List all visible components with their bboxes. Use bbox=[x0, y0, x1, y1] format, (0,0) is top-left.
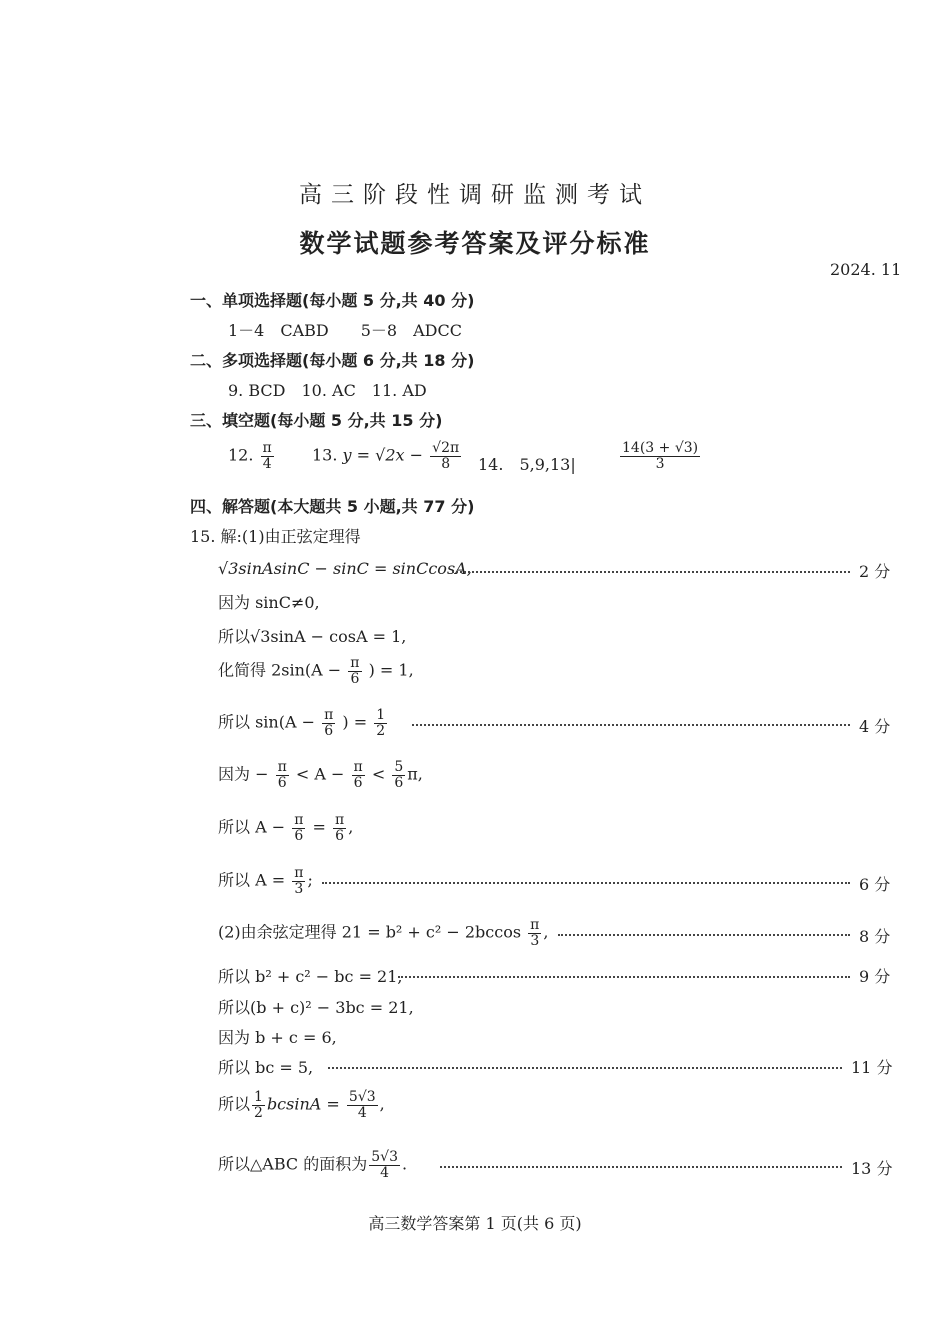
fraction: $\frac{\pi}{6}$ bbox=[353, 759, 363, 791]
document-title: 数学试题参考答案及评分标准 bbox=[299, 229, 651, 258]
section1-heading: 一、单项选择题(每小题 5 分,共 40 分) bbox=[190, 291, 475, 310]
fraction: $\frac{\pi}{6}$ bbox=[350, 655, 360, 687]
dot-leader bbox=[398, 976, 850, 978]
score-label: 11 分 bbox=[851, 1058, 893, 1077]
exam-title: 高三阶段性调研监测考试 bbox=[299, 182, 651, 208]
section3-heading: 三、填空题(每小题 5 分,共 15 分) bbox=[190, 411, 443, 430]
q13-answer: 13. y = √2x − $\frac{√2\pi}{8}$ bbox=[312, 440, 460, 472]
fraction: $\frac{1}{2}$ bbox=[254, 1089, 263, 1121]
fraction: $\frac{5}{6}$ bbox=[394, 759, 404, 791]
fraction: $\frac{5√3}{4}$ bbox=[371, 1149, 398, 1181]
fraction: $\frac{\pi}{6}$ bbox=[324, 707, 334, 739]
solution-line: 因为 sinC≠0, bbox=[218, 593, 320, 612]
fraction: $\frac{\pi}{6}$ bbox=[335, 812, 345, 844]
score-label: 8 分 bbox=[859, 927, 891, 946]
solution-line: 所以√3sinA − cosA = 1, bbox=[218, 627, 407, 646]
score-label: 9 分 bbox=[859, 967, 891, 986]
solution-line: (2)由余弦定理得 21 = b² + c² − 2bccos $\frac{\pi}{3}$ , bbox=[218, 917, 549, 949]
score-label: 13 分 bbox=[851, 1159, 893, 1178]
dot-leader bbox=[322, 882, 850, 884]
solution-line: 所以 A − $\frac{\pi}{6}$ = $\frac{\pi}{6}$ , bbox=[218, 812, 354, 844]
solution-line: 化简得 2sin(A − $\frac{\pi}{6}$ ) = 1, bbox=[218, 655, 414, 687]
fraction: $\frac{\pi}{6}$ bbox=[277, 759, 287, 791]
q14-answer-part2 bbox=[618, 441, 702, 471]
solution-line: √3sinAsinC − sinC = sinCcosA, bbox=[218, 559, 472, 578]
solution-line: 因为 b + c = 6, bbox=[218, 1028, 337, 1047]
section4-heading: 四、解答题(本大题共 5 小题,共 77 分) bbox=[190, 497, 475, 516]
fraction: $\frac{1}{2}$ bbox=[376, 707, 386, 739]
q14-answer-part1: 14. 5,9,13| bbox=[478, 455, 576, 474]
score-label: 4 分 bbox=[859, 717, 891, 736]
page-footer: 高三数学答案第 1 页(共 6 页) bbox=[368, 1214, 582, 1233]
fraction: $\frac{\pi}{4}$ bbox=[262, 440, 272, 472]
document-date: 2024. 11 bbox=[830, 260, 902, 279]
solution-line: 因为 − $\frac{\pi}{6}$ < A − $\frac{\pi}{6}$ < $\frac{5}{6}$ π, bbox=[218, 759, 423, 791]
fraction: $\frac{\pi}{3}$ bbox=[530, 917, 540, 949]
fraction: $\frac{√2\pi}{8}$ bbox=[432, 440, 460, 472]
dot-leader bbox=[558, 934, 850, 936]
section1-answers: 1－4 CABD 5－8 ADCC bbox=[228, 321, 462, 340]
solution-line: 所以(b + c)² − 3bc = 21, bbox=[218, 998, 414, 1017]
solution-line: 所以 b² + c² − bc = 21, bbox=[218, 967, 403, 986]
solution-line: 所以△ABC 的面积为 $\frac{5√3}{4}$ . bbox=[218, 1149, 408, 1181]
dot-leader bbox=[412, 724, 850, 726]
fraction: $\frac{5√3}{4}$ bbox=[348, 1089, 376, 1121]
dot-leader bbox=[440, 1166, 842, 1168]
dot-leader bbox=[452, 571, 850, 573]
section2-heading: 二、多项选择题(每小题 6 分,共 18 分) bbox=[190, 351, 475, 370]
fraction: $\frac{14(3 + √3)}{3}$ bbox=[622, 440, 699, 472]
section2-answers: 9. BCD 10. AC 11. AD bbox=[228, 381, 427, 400]
dot-leader bbox=[328, 1067, 842, 1069]
solution-line: 所以 sin(A − $\frac{\pi}{6}$ ) = $\frac{1}{2}$ bbox=[218, 707, 386, 739]
q12-answer: 12. $\frac{\pi}{4}$ bbox=[228, 440, 272, 472]
score-label: 6 分 bbox=[859, 875, 891, 894]
score-label: 2 分 bbox=[859, 562, 891, 581]
solution-line: 所以 A = $\frac{\pi}{3}$ ; bbox=[218, 865, 313, 897]
solution-line: 所以 bc = 5, bbox=[218, 1058, 314, 1077]
solution-line: 所以 $\frac{1}{2}$ bcsinA = $\frac{5√3}{4}$ , bbox=[218, 1089, 385, 1121]
q15-intro: 15. 解:(1)由正弦定理得 bbox=[190, 527, 361, 546]
fraction: $\frac{\pi}{3}$ bbox=[294, 865, 304, 897]
fraction: $\frac{\pi}{6}$ bbox=[294, 812, 304, 844]
